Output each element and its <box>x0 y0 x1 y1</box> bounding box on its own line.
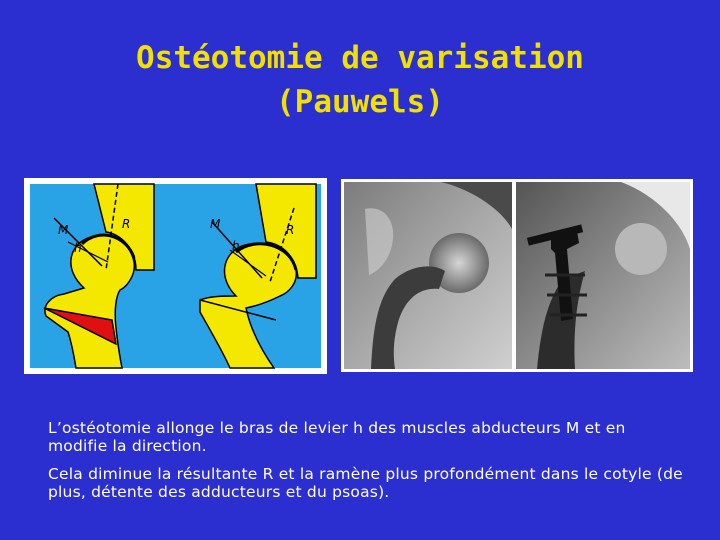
xray-preop <box>344 182 512 369</box>
preop-label-r: R <box>122 217 131 231</box>
postop-label-m: M <box>210 217 221 231</box>
osteotomy-diagram <box>24 178 327 374</box>
paragraph-1: L’ostéotomie allonge le bras de levier h des muscles abducteurs M et en modifie la direction. <box>48 419 626 455</box>
xray-images <box>341 179 693 372</box>
slide-body <box>48 419 688 511</box>
title-line-2: (Pauwels) <box>276 84 444 120</box>
postop-label-r: R <box>286 223 295 237</box>
preop-label-h: h <box>74 241 82 255</box>
title-line-1: Ostéotomie de varisation <box>136 40 584 76</box>
osteotomy-diagram-svg <box>24 178 327 374</box>
xray-postop-femoral-head <box>615 223 667 275</box>
preop-label-m: M <box>58 223 69 237</box>
slide-title <box>0 36 720 124</box>
xray-svg <box>341 179 693 372</box>
postop-label-h: h <box>232 239 240 253</box>
paragraph-2: Cela diminue la résultante R et la ramène plus profondément dans le cotyle (de plus, détente des adducteurs et du psoas). <box>48 465 683 501</box>
xray-postop <box>516 182 690 369</box>
